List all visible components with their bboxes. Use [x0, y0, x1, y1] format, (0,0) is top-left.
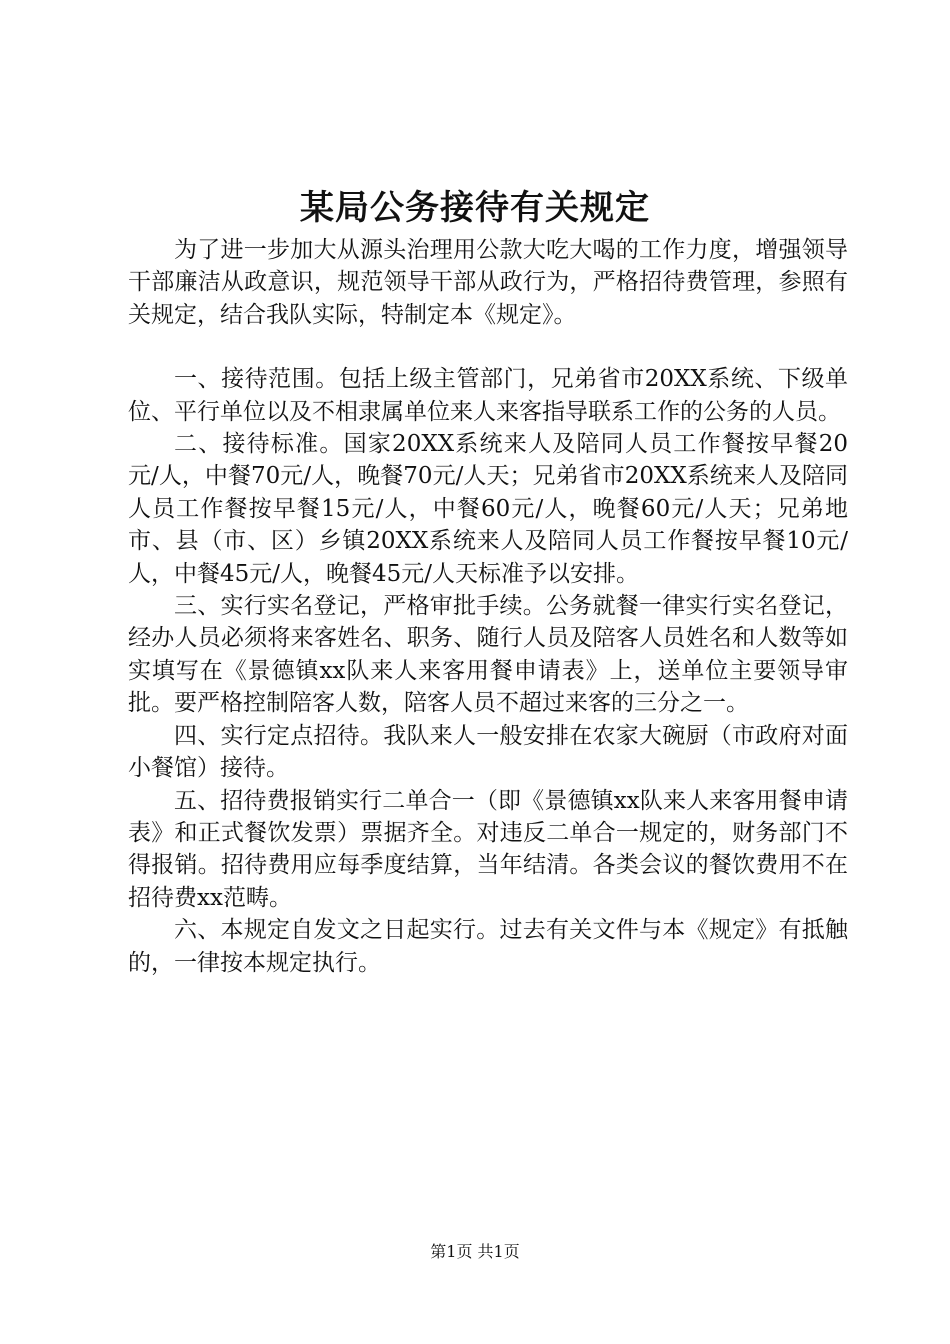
section-effective-paragraph: 六、本规定自发文之日起实行。过去有关文件与本《规定》有抵触的，一律按本规定执行。 — [128, 917, 848, 976]
intro-paragraph: 为了进一步加大从源头治理用公款大吃大喝的工作力度，增强领导干部廉洁从政意识，规范领导干部从政行为，严格招待费管理，参照有关规定，结合我队实际，特制定本《规定》。 — [128, 237, 848, 328]
section-standard-paragraph: 二、接待标准。国家20XX系统来人及陪同人员工作餐按早餐20元/人，中餐70元/人，晚餐70元/人天；兄弟省市20XX系统来人及陪同人员工作餐按早餐15元/人，中餐60元/人，晚餐60元/人天；兄弟地市、县（市、区）乡镇20XX系统来人及陪同人员工作餐按早餐10元/人，中餐45元/人，晚餐45元/人天标准予以安排。 — [128, 431, 848, 587]
page-number-footer: 第1页 共1页 — [430, 1242, 520, 1261]
section-designated-venue-paragraph: 四、实行定点招待。我队来人一般安排在农家大碗厨（市政府对面小餐馆）接待。 — [128, 722, 848, 782]
document-title: 某局公务接待有关规定 — [300, 188, 650, 228]
section-reimbursement-paragraph: 五、招待费报销实行二单合一（即《景德镇xx队来人来客用餐申请表》和正式餐饮发票）票据齐全。对违反二单合一规定的，财务部门不得报销。招待费用应每季度结算，当年结清。各类会议的餐饮费用不在招待费xx范畴。 — [128, 787, 848, 911]
section-registration-paragraph: 三、实行实名登记，严格审批手续。公务就餐一律实行实名登记，经办人员必须将来客姓名、职务、随行人员及陪客人员姓名和人数等如实填写在《景德镇xx队来人来客用餐申请表》上，送单位主要领导审批。要严格控制陪客人数，陪客人员不超过来客的三分之一。 — [128, 593, 848, 717]
document-body — [128, 234, 848, 979]
section-scope-paragraph: 一、接待范围。包括上级主管部门，兄弟省市20XX系统、下级单位、平行单位以及不相隶属单位来人来客指导联系工作的公务的人员。 — [128, 366, 848, 425]
